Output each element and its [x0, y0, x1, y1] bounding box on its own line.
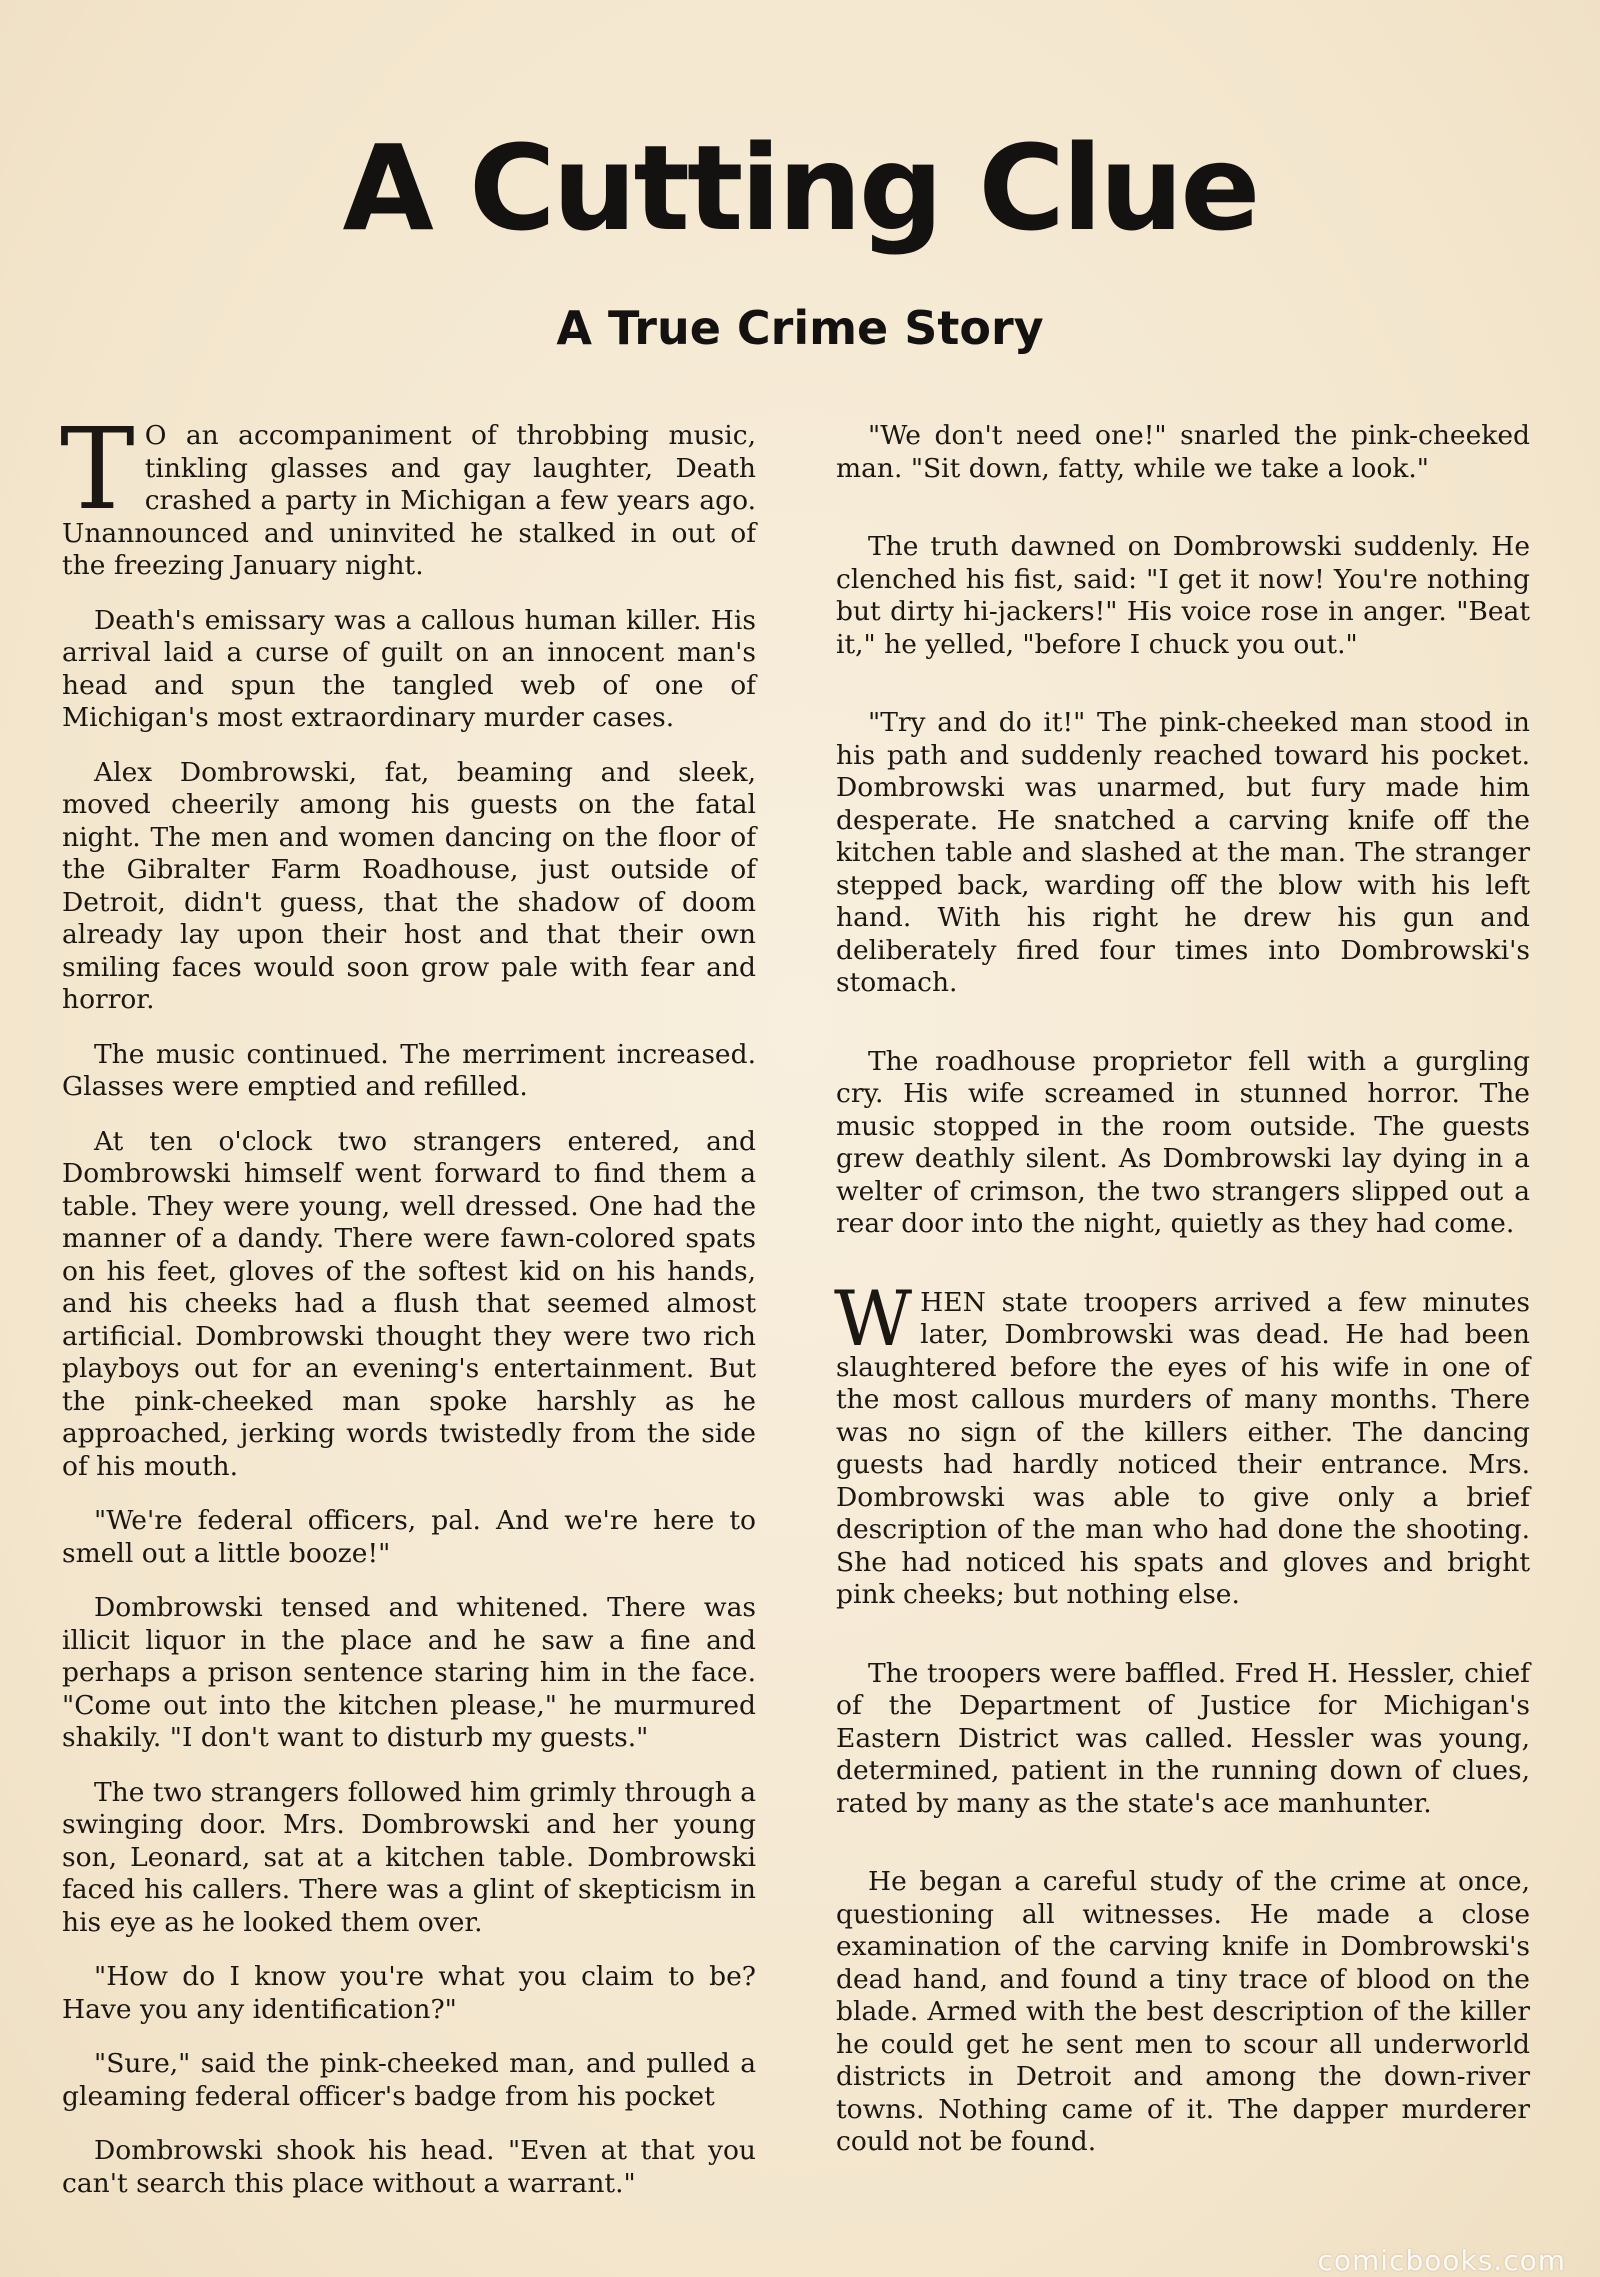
paragraph: "How do I know you're what you claim to be? Have you any identification?"	[62, 1961, 756, 2025]
drop-cap: W	[834, 1273, 913, 1363]
paragraph-text: HEN state troopers arrived a few minutes later, Dombrowski was dead. He had been slaughtered before the eyes of his wife in one of the most callous murders of many months. There was no sign of the killers either. The dancing guests had hardly noticed their entrance. Mrs. Dombrowski was able to give only a brief description of the man who had done the shooting. She had noticed his spats and gloves and bright pink cheeks; but nothing else.	[836, 1286, 1530, 1610]
story-title: A Cutting Clue	[342, 119, 1258, 257]
left-column	[60, 405, 756, 2222]
paragraph-text: O an accompaniment of throbbing music, tinkling glasses and gay laughter, Death crashed a party in Michigan a few years ago. Unannounced and uninvited he stalked in out of the freezing January night.	[62, 420, 756, 581]
watermark: comicbooks.com	[1317, 2244, 1566, 2277]
right-column	[836, 420, 1530, 2205]
paragraph: The troopers were baffled. Fred H. Hessler, chief of the Department of Justice for Michigan's Eastern District was called. Hessler was young, determined, patient in the running down of clues, rated by many as the state's ace manhunter.	[836, 1657, 1530, 1819]
paragraph: The truth dawned on Dombrowski suddenly. He clenched his fist, said: "I get it now! You're nothing but dirty hi-jackers!" His voice rose in anger. "Beat it," he yelled, "before I chuck you out."	[836, 531, 1530, 660]
paragraph: Dombrowski tensed and whitened. There was illicit liquor in the place and he saw a fine and perhaps a prison sentence staring him in the face. "Come out into the kitchen please," he murmured shakily. "I don't want to disturb my guests."	[62, 1592, 756, 1753]
paragraph: At ten o'clock two strangers entered, and Dombrowski himself went forward to find them a table. They were young, well dressed. One had the manner of a dandy. There were fawn-colored spats on his feet, gloves of the softest kid on his hands, and his cheeks had a flush that seemed almost artificial. Dombrowski thought they were two rich playboys out for an evening's entertainment. But the pink-cheeked man spoke harshly as he approached, jerking words twistedly from the side of his mouth.	[62, 1125, 756, 1482]
paragraph: "Try and do it!" The pink-cheeked man stood in his path and suddenly reached toward his pocket. Dombrowski was unarmed, but fury made him desperate. He snatched a carving knife off the kitchen table and slashed at the man. The stranger stepped back, warding off the blow with his left hand. With his right he drew his gun and deliberately fired four times into Dombrowski's stomach.	[836, 707, 1530, 998]
paragraph: "We don't need one!" snarled the pink-cheeked man. "Sit down, fatty, while we take a look."	[836, 420, 1530, 484]
paragraph: "Sure," said the pink-cheeked man, and pulled a gleaming federal officer's badge from his pocket	[62, 2048, 756, 2112]
story-subtitle: A True Crime Story	[556, 301, 1044, 355]
paragraph: He began a careful study of the crime at once, questioning all witnesses. He made a close examination of the carving knife in Dombrowski's dead hand, and found a tiny trace of blood on the blade. Armed with the best description of the killer he could get he sent men to scour all underworld districts in Detroit and among the down-river towns. Nothing came of it. The dapper murderer could not be found.	[836, 1866, 1530, 2157]
paragraph: Death's emissary was a callous human killer. His arrival laid a curse of guilt on an innocent man's head and spun the tangled web of one of Michigan's most extraordinary murder cases.	[62, 604, 756, 733]
paragraph: Alex Dombrowski, fat, beaming and sleek, moved cheerily among his guests on the fatal night. The men and women dancing on the floor of the Gibralter Farm Roadhouse, just outside of Detroit, didn't guess, that the shadow of doom already lay upon their host and that their own smiling faces would soon grow pale with fear and horror.	[62, 756, 756, 1015]
paragraph	[60, 405, 756, 583]
paragraph: The roadhouse proprietor fell with a gurgling cry. His wife screamed in stunned horror. The music stopped in the room outside. The guests grew deathly silent. As Dombrowski lay dying in a welter of crimson, the two strangers slipped out a rear door into the night, quietly as they had come.	[836, 1045, 1530, 1239]
paragraph	[834, 1273, 1530, 1612]
paragraph: Dombrowski shook his head. "Even at that you can't search this place without a warrant."	[62, 2135, 756, 2199]
drop-cap: T	[60, 405, 135, 535]
paragraph: "We're federal officers, pal. And we're here to smell out a little booze!"	[62, 1505, 756, 1569]
paragraph: The two strangers followed him grimly through a swinging door. Mrs. Dombrowski and her young son, Leonard, sat at a kitchen table. Dombrowski faced his callers. There was a glint of skepticism in his eye as he looked them over.	[62, 1776, 756, 1938]
paragraph: The music continued. The merriment increased. Glasses were emptied and refilled.	[62, 1038, 756, 1102]
